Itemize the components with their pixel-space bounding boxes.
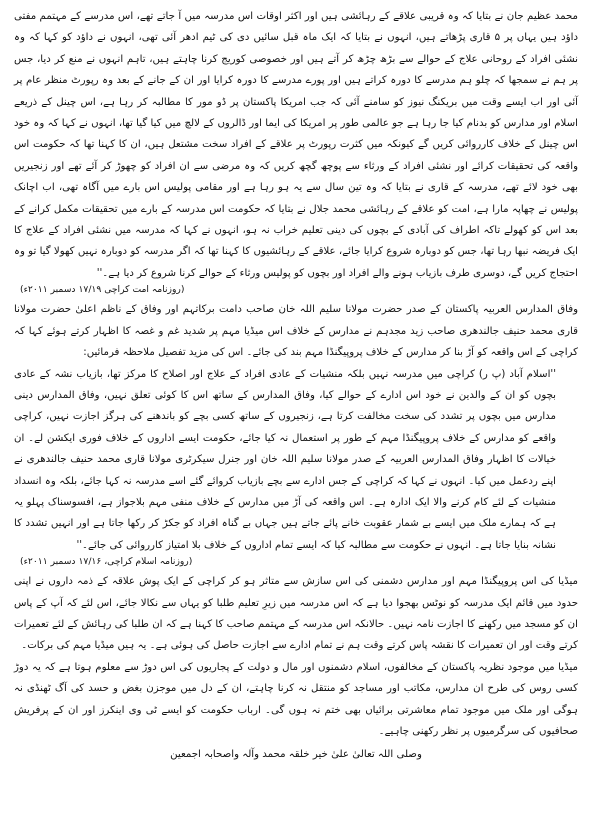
paragraph-islamabad-quote: ''اسلام آباد (پ ر) کراچی میں مدرسہ نہیں بلکہ منشیات کے عادی افراد کے علاج اور اصلاح کا مرکز تھا، بازیاب نشہ کے عادی بچوں کو ان کے والدین نے خود اس ادارے کے حوالے کیا، وفاق المدارس کے ساتھ اس کا کوئی تعلق نہیں، وفاق المدارس دینی مدارس میں بچوں پر تشدد کی سخت مخالفت کرتا ہے، زنجیروں کے ساتھ کسی بچے کو باندھنے کی ہرگز اجازت نہیں، کراچی واقعے کو مدارس کے خلاف پروپیگنڈا مہم کے طور پر استعمال نہ کیا جائے، حکومت ایسے اداروں کے خلاف فوری ایکشن لے۔ ان خیالات کا اظہار وفاق المدارس العربیہ کے صدر مولانا سلیم اللہ خان اور جنرل سیکرٹری مولانا قاری محمد حنیف جالندھری نے اپنے ردعمل میں کیا۔ انہوں نے کہا کہ کراچی کے جس ادارے سے بچے بازیاب کروائے گئے اسے مدرسہ نہ کہا جائے، بلکہ وہ انسداد منشیات کے لئے کام کرنے والا ایک ادارہ ہے۔ اس واقعہ کی آڑ میں مدارس کے خلاف منفی مہم بلاجواز ہے، افسوسناک پہلو یہ ہے کہ ہمارے ملک میں ایسے بے شمار عقوبت خانے پائے جاتے ہیں جہاں بے گناہ افراد کو جکڑ کر رکھا جاتا ہے اور انہیں تشدد کا نشانہ بنایا جاتا ہے۔ انہوں نے حکومت سے مطالبہ کیا کہ ایسے تمام اداروں کے خلاف بلا امتیاز کارروائی کی جائے۔'' (14, 368, 556, 551)
paragraph-wifaq-intro: وفاق المدارس العربیہ پاکستان کے صدر حضرت مولانا سلیم اللہ خان صاحب دامت برکاتہم اور وفاق کے ناظم اعلیٰ حضرت مولانا قاری محمد حنیف جالندھری صاحب زید مجدہم نے مدارس کے خلاف اس میڈیا مہم پر شدید غم و غصہ کا اظہار کرتے ہوئے کہا کہ کراچی کے اس واقعہ کو آڑ بنا کر مدارس کے خلاف پروپیگنڈا مہم بند کی جائے۔ اس کی مزید تفصیل ملاحظہ فرمائیں: (14, 304, 578, 359)
paragraph-conclusion: میڈیا میں موجود نظریہ پاکستان کے مخالفوں، اسلام دشمنوں اور مال و دولت کے پجاریوں کی اس دوڑ سے معلوم ہوتا ہے کہ یہ دوڑ کسی روس کی طرح ان مدارس، مکاتب اور مساجد کو منتقل نہ کرنا چاہتے، ان کے دل میں موجزن بغض و حسد کی آگ ٹھنڈی نہ ہوگی اور ملک میں موجود تمام معاشرتی برائیاں بھی ختم نہ ہوں گی۔ ارباب حکومت کو ایسے ٹی وی اینکرز اور ان کے پرفریش صحافیوں کی سرگرمیوں پر نظر رکھنی چاہیے۔ (14, 661, 578, 737)
paragraph-media-campaign: میڈیا کی اس پروپیگنڈا مہم اور مدارس دشمنی کی اس سازش سے متاثر ہو کر کراچی کے ایک پوش علاقہ کے ذمہ داروں نے اپنی حدود میں قائم ایک مدرسہ کو نوٹس بھجوا دیا ہے کہ اس مدرسہ میں زیرِ تعلیم طلبا کو یہاں سے نکالا جائے، اس لئے کہ آپ کے پاس ان کو مسجد میں رکھنے کا اجازت نامہ نہیں۔ حالانکہ اس مدرسہ کے مہتمم صاحب کا کہنا ہے کہ ان طلبا کی رہائش کے لئے تعمیرات کرتے وقت اور ان تعمیرات کا نقشہ پاس کرتے وقت ہم نے تمام ادارے سے اجازت حاصل کی ہوئی ہے۔ یہ ہیں میڈیا مہم کی برکات۔ (14, 576, 578, 652)
citation-ummat: (روزنامہ امت کراچی ۱۷/۱۹ دسمبر ۲۰۱۱ء) (20, 284, 185, 296)
paragraph-report: محمد عظیم جان نے بتایا کہ وہ قریبی علاقے کے رہائشی ہیں اور اکثر اوقات اس مدرسہ میں آ جاتے تھے، اس مدرسے کے مہتمم مفتی داؤد ہیں یہاں پر ۵ قاری پڑھاتے ہیں، انہوں نے بتایا کہ ایک ماہ قبل سائیں دی کی ٹیم ادھر آئی تھی، انہوں نے داؤد کو کہا کہ وہ نشئی افراد کے روحانی علاج کے حوالے سے بڑھ چڑھ کر آتے ہیں اور خصوصی کوریج کرنا چاہتے ہیں، تاہم انہوں نے منع کر دیا، جس پر ہم نے سمجھا کہ چلو ہم مدرسے کا دورہ کراتے ہیں اور پورے مدرسے کا دورہ کرایا اور ان کے جانے کے بعد وہ رپورٹ منظر عام پر آئی اور اب ایسے وقت میں بریکنگ نیوز کو سامنے آئی کہ جب امریکا پاکستان پر ڈو مور کا مطالبہ کر رہا ہے، اس چینل کے ذریعے اسلام اور مدارس کو بدنام کیا جا رہا ہے جو عالمی طور پر امریکا کی ایما اور ڈالروں کے لالچ میں کیا گیا تھا، انہوں نے کہا کہ وہ خود اس چینل کے خلاف کارروائی کریں گے کیونکہ میں کثرت رپورٹ پر علاقے کے افراد سخت مشتعل ہیں، ان کا کہنا تھا کہ حکومت اس واقعہ کی تحقیقات کرائے اور نشئی افراد کے ورثاء سے پوچھ گچھ کریں کہ وہ مرضی سے ان افراد کو چھوڑ کر آئے تھے اور زنجیریں بھی خود لائے تھے، مدرسہ کے قاری نے بتایا کہ وہ تین سال سے یہ ہو رہا ہے اور مقامی پولیس اس بارے میں آگاہ تھی، اب اچانک پولیس نے چھاپہ مارا ہے، امت کو علاقے کے رہائشی محمد جلال نے بتایا کہ حکومت اس مدرسہ کے بارے میں تحقیقات مکمل کرانے کے بعد اس کو کھولے تاکہ اطراف کی آبادی کے بچوں کی دینی تعلیم خراب نہ ہو، انہوں نے کہا کہ مدرسہ میں نشئی افراد کے علاج کا ایک فریضہ نبھا رہا تھا، جس کو دوبارہ شروع کرایا جائے، علاقے کے رہائشیوں کا کہنا تھا کہ اگر مدرسہ کو دوبارہ نہیں کھولا گیا تو وہ احتجاج کریں گے، دوسری طرف بازیاب ہونے والے افراد اور بچوں کو پولیس ورثاء کے حوالے کرنا شروع کر دیا ہے۔'' (14, 11, 578, 279)
closing-salutation: وصلی اللہ تعالیٰ علیٰ خیر خلقہ محمد وآلہ واصحابہ اجمعین (170, 749, 422, 761)
citation-islam: (روزنامہ اسلام کراچی، ۱۷/۱۶ دسمبر ۲۰۱۱ء) (20, 556, 193, 568)
